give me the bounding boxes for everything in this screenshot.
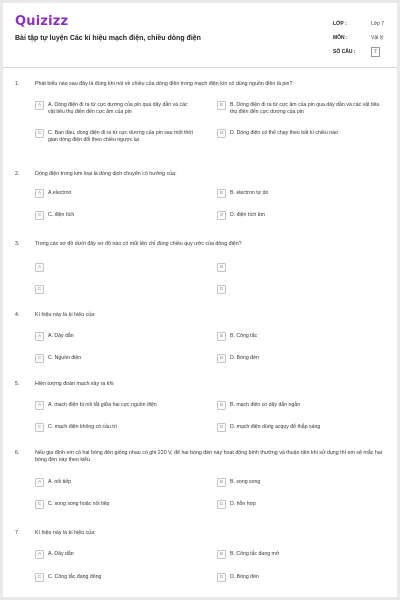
question-number: 5. bbox=[15, 381, 20, 387]
question-text: Kí hiệu này là kí hiệu của: bbox=[35, 312, 96, 318]
option-letter: C bbox=[35, 129, 44, 138]
option-letter: B bbox=[217, 189, 226, 198]
option-text: C. song song hoặc nối tiếp bbox=[48, 501, 110, 507]
worksheet-title: Bài tập tự luyện Các kí hiệu mạch điện, chiều dòng điện bbox=[15, 35, 201, 42]
option-letter: A bbox=[35, 263, 44, 272]
option-letter: D bbox=[217, 500, 226, 509]
option-text: B. song song bbox=[230, 479, 261, 485]
option-text: D. Dòng điện có thể chạy theo bất kì chiều nào bbox=[230, 130, 338, 136]
option-letter: D bbox=[217, 423, 226, 432]
option-text: B. Công tắc đang mở bbox=[230, 551, 280, 557]
option-letter: D bbox=[217, 211, 226, 220]
option-letter: B bbox=[217, 550, 226, 559]
meta-value-box: 7 bbox=[371, 47, 380, 57]
option-d[interactable] bbox=[217, 354, 385, 363]
option-text: D. hỗn hợp bbox=[230, 501, 256, 507]
meta-label: MÔN : bbox=[333, 35, 348, 41]
option-letter: D bbox=[217, 129, 226, 138]
question-number: 6. bbox=[15, 450, 20, 456]
option-letter: B bbox=[217, 401, 226, 410]
option-letter: A bbox=[35, 101, 44, 110]
meta-row-count bbox=[333, 45, 389, 59]
option-b[interactable] bbox=[217, 189, 385, 198]
meta-label: LỚP : bbox=[333, 21, 347, 27]
option-letter: C bbox=[35, 573, 44, 582]
option-b[interactable] bbox=[217, 478, 385, 487]
option-text: D. điện tích âm bbox=[230, 212, 265, 218]
option-text: D. Bóng đèn bbox=[230, 355, 259, 361]
option-letter: A bbox=[35, 401, 44, 410]
question-number: 4. bbox=[15, 312, 20, 318]
question-text: Dòng điện trong kim loại là dòng dịch chuyển có hướng của: bbox=[35, 171, 177, 177]
option-c[interactable] bbox=[35, 211, 195, 220]
question-text: Phát biểu nào sau đây là đúng khi nói về chiều của dòng điện trong mạch điện kín có dùng nguồn điện là pin? bbox=[35, 81, 293, 87]
option-letter: D bbox=[217, 573, 226, 582]
option-c[interactable] bbox=[35, 354, 195, 363]
worksheet-page bbox=[3, 3, 397, 597]
meta-value: Vật lý bbox=[371, 35, 384, 41]
option-letter: C bbox=[35, 354, 44, 363]
option-a[interactable] bbox=[35, 189, 195, 198]
option-a[interactable] bbox=[35, 550, 195, 559]
option-text: A. nối tiếp bbox=[48, 479, 72, 485]
option-a[interactable] bbox=[35, 332, 195, 341]
question-text: Kí hiệu này là kí hiệu của: bbox=[35, 530, 96, 536]
option-text: D. Bóng đèn bbox=[230, 574, 259, 580]
option-text: C. Công tắc đang đóng bbox=[48, 574, 102, 580]
option-letter: C bbox=[35, 211, 44, 220]
option-a[interactable] bbox=[35, 263, 195, 272]
question-number: 2. bbox=[15, 171, 20, 177]
option-letter: D bbox=[217, 285, 226, 294]
question-text: Hiện tượng đoản mạch xảy ra khi bbox=[35, 381, 114, 387]
option-a[interactable] bbox=[35, 101, 195, 115]
option-text: A.electron bbox=[48, 190, 72, 196]
option-letter: B bbox=[217, 478, 226, 487]
meta-value bbox=[371, 49, 389, 55]
option-b[interactable] bbox=[217, 401, 385, 410]
option-b[interactable] bbox=[217, 332, 385, 341]
option-d[interactable] bbox=[217, 573, 385, 582]
option-letter: D bbox=[217, 354, 226, 363]
option-d[interactable] bbox=[217, 423, 385, 432]
option-text: A. Dây dẫn bbox=[48, 333, 74, 339]
meta-row-grade bbox=[333, 17, 389, 31]
option-letter: A bbox=[35, 550, 44, 559]
question-number: 1. bbox=[15, 81, 20, 87]
question-text: Trong các sơ đồ dưới đây sơ đồ nào có mũi tên chỉ đúng chiều quy ước của dòng điện? bbox=[35, 241, 242, 247]
option-text: B. Công tắc bbox=[230, 333, 258, 339]
option-text: C. Nguồn điện bbox=[48, 355, 82, 361]
meta-label: SỐ CÂU : bbox=[333, 49, 356, 55]
option-letter: A bbox=[35, 478, 44, 487]
header-divider bbox=[3, 67, 397, 68]
option-a[interactable] bbox=[35, 401, 195, 410]
question-text: Nếu gia đình em có hai bóng đèn giống nhau có ghi 220 V, để hai bóng đèn này hoạt động bình thường và thuận tiện khi sử dụng thì em sẽ mắc hai bóng đèn này theo kiểu bbox=[35, 450, 382, 463]
meta-value: Lớp 7 bbox=[371, 21, 385, 27]
option-text: C. Ban đầu, dòng điện đi ra từ cực dương của pin sau một thời gian dòng điện đổi theo chiều ngược lại bbox=[48, 130, 193, 143]
option-c[interactable] bbox=[35, 573, 195, 582]
option-letter: B bbox=[217, 332, 226, 341]
worksheet-meta bbox=[333, 17, 389, 59]
option-c[interactable] bbox=[35, 423, 195, 432]
option-letter: B bbox=[217, 263, 226, 272]
option-c[interactable] bbox=[35, 500, 195, 509]
option-text: D. mạch điện dùng acquy để thắp sáng bbox=[230, 424, 321, 430]
option-text: C. mạch điện không có cầu trì bbox=[48, 424, 117, 430]
option-text: B. mạch điện có dây dẫn ngắn bbox=[230, 402, 301, 408]
option-letter: C bbox=[35, 285, 44, 294]
option-letter: A bbox=[35, 332, 44, 341]
option-d[interactable] bbox=[217, 500, 385, 509]
option-b[interactable] bbox=[217, 263, 385, 272]
option-d[interactable] bbox=[217, 285, 385, 294]
option-d[interactable] bbox=[217, 211, 385, 220]
quizizz-logo: Quizizz bbox=[15, 14, 69, 29]
option-b[interactable] bbox=[217, 550, 385, 559]
question-number: 3. bbox=[15, 241, 20, 247]
meta-row-subject bbox=[333, 31, 389, 45]
option-c[interactable] bbox=[35, 129, 195, 143]
option-d[interactable] bbox=[217, 129, 385, 138]
option-letter: B bbox=[217, 101, 226, 110]
option-text: B. electron tự do bbox=[230, 190, 269, 196]
option-letter: C bbox=[35, 423, 44, 432]
option-c[interactable] bbox=[35, 285, 195, 294]
option-letter: C bbox=[35, 500, 44, 509]
option-text: A. Dòng điện đi ra từ cực dương của pin qua dây dẫn và các vật tiêu thụ điện đến cực âm của pin bbox=[48, 102, 188, 115]
option-text: C. điện tích bbox=[48, 212, 75, 218]
option-text: A. Dây dẫn bbox=[48, 551, 74, 557]
option-letter: A bbox=[35, 189, 44, 198]
question-number: 7. bbox=[15, 530, 20, 536]
option-b[interactable] bbox=[217, 101, 385, 115]
option-text: B. Dòng điện đi ra từ cực âm của pin qua dây dẫn và các vật tiêu thụ điện đến cực dương của pin bbox=[230, 102, 380, 115]
option-a[interactable] bbox=[35, 478, 195, 487]
option-text: A. mạch điện bị nối tắt giữa hai cực nguồn điện bbox=[48, 402, 157, 408]
